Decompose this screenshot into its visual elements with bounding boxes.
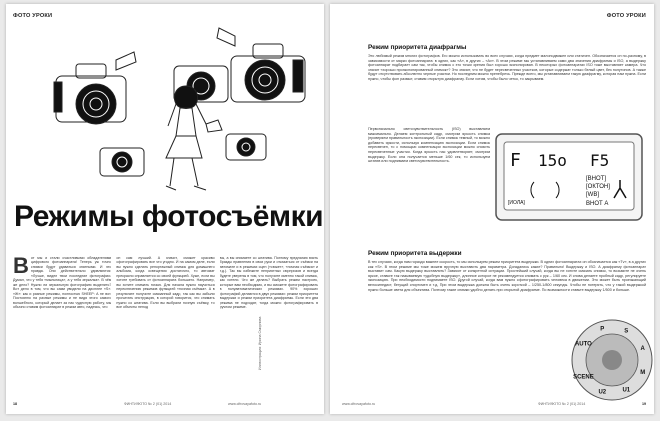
column-text: вы, а вы снимаете со штатива. Поэтому предлагаю взять бразды правления в свои руки и отказаться от съёмки на автомате и в режимах сцен («сюжет», «ночная съёмка» и т.д.). Так вы избежите неприятных сюрпризов и всегда будете уверены в том, что получите именно такой снимок, как хотели. Что же делать? Выбрать режим настроек, которые вам необходимо, и вы сможете фотографировать в полуавтоматических режимах. 90% хороших фотографий делаются в двух режимах: режим приоритета выдержки и режим приоритета диафрагмы. Если эти два режима не подходят, тогда можно фотографировать в ручном режиме.: [219, 256, 318, 309]
article-columns: [13, 256, 318, 399]
heading-aperture-priority: Режим приоритета диафрагмы: [368, 44, 467, 51]
dial-label: U1: [622, 387, 631, 394]
dial-label: P: [600, 326, 605, 333]
camera-illustration: [46, 16, 316, 196]
page-number: 18: [13, 402, 17, 406]
aperture-text: Это любимый режим многих фотографов. Его можно использовать во всех случаях, когда предмет малоподвижен или статичен. Обозначается он по-разному, в зависимости от марки фотоаппарата: в одних, как «A», в других – «Av». В этом режиме мы устанавливаем сами два значения диафрагмы и ISO, а выдержку фотоаппарат подбирает сам так, чтобы снимок с его точки зрения был хорошо экспонирован. В некоторых фотоаппаратах ISO тоже выставляет камера. Что значит «хорошо проэкспонированный снимок»? Это значит, что не будет пересвеченных участков, которые содержат только белый цвет, без полутонов. А также будут отсутствовать абсолютно черные участки. Но последним можно пренебречь. Прежде всего, мы устанавливаем такую диафрагму, которая нам нужна. Если нужно, чтобы фон размыт, ставим открытую диафрагму. Если хотим, чтобы было четко, то закрываем.: [368, 54, 646, 81]
mode-dial-illustration: [568, 316, 654, 404]
section-label: ФОТО УРОКИ: [606, 13, 646, 19]
lcd-bottom-right: ВНОТ А: [586, 201, 609, 207]
footer-url: www.cifrovayafoto.ru: [228, 402, 262, 406]
camera-lcd-illustration: [494, 132, 644, 222]
article-column-2: [116, 256, 214, 399]
left-page: [6, 4, 324, 414]
dial-label: SCENE: [573, 374, 594, 381]
right-page: [330, 4, 654, 414]
dial-label: M: [640, 370, 646, 377]
lcd-aperture-value: F5: [590, 151, 610, 170]
heading-shutter-priority: Режим приоритета выдержки: [368, 250, 462, 257]
shutter-text: В тех случаях, когда нам гораздо важнее скорость, то мы используем режим приоритета выдержки. В одних фотоаппаратах он обозначается как «Tv», в а других как «S». В этом режиме мы тоже можем вручную выставить два параметра. Догадались какие? Правильно! Выдержку и ISO. А диафрагму фотоаппарат выставит сам. Какую выдержку выставлять? Зависит от конкретной ситуации. Простейший случай, когда вы не хотите смазать снимок, то возьмите не очень яркое, ставьте так называемую «удобную выдержку», длинное которое не рекомендуется снимать с рук – 1/60 сек. И снова делаете пробный кадр, регулируете экспозицию. При необходимости поднимаете ISO. Другой случай, когда вам нужно сфотографировать человека в движении. Это может быть проезжающий велосипедист, бегущий спортсмен и т.д. При этом выдержка должна быть очень короткой – 1/250-1/800 секунды. Чтобы не потерять, что у такой выдержкой нужно больше света для объектива. Поэтому такие снимки удобно делать при открытой диафрагме. По возможности ставьте выдержку 1/500 и больше.: [368, 260, 646, 292]
footer-url: www.cifrovayafoto.ru: [342, 402, 376, 406]
dropcap: В: [13, 256, 29, 278]
article-column-3: [220, 256, 318, 399]
aperture-text-2: Первоначально светочувствительность (ISO) выставляем максимально. Делаем контрольный кадр, смотрим яркость снимка (проверяем правильность экспозиции). Если снимок темный, то можно добавить яркости, используя компенсацию экспозиции. Если снимок пересвечен, то с помощью компенсации экспозиции можно снизить пересвеченные участки. Когда яркость нас удовлетворяет, смотрим выдержку. Если она получается меньше 1/60 сек, то используем штатив или поднимаем светочувствительность.: [368, 127, 490, 164]
lcd-shutter-value: 15o: [538, 151, 567, 170]
column-text: он сам лучший. А значит, сможет красиво сфотографировать все что угодно. И на самом деле, если вы нужно сделать репортажный снимок для домашнего альбома, когда освещения достаточно, то автомат прекрасно справляется со своей функцией. Хуже, если вы хотите требовать от фотоаппарата большего. Например, вы хотите снимать ночью. Для начала нужно научиться переключению режимов функцией «ночная съёмка». А в результате получите смазанный кадр, так как вы забыли прочитать инструкцию, в которой говорится, что снимать нужно со штатива. Если вы выбрали ночную съёмку, то все объекты непод: [116, 256, 215, 309]
column-text: от мы и стали счастливыми обладателями цифрового фотоаппарата! Теперь уж точно снимки будут удаваться знатными. И это правда. Они действительно удивляются: «Лучше, видел твои последние фотографии. Думал, что у тебя «мыльница», а у тебя зеркалка». В чём же дело? Нужно ли зеркальную фотографию выделить? Вот дело в том, что вы сами увидели на дисплее «S». «Ж»: как и разные режимы, полностью SHEEP: А не вот. Постоянно на разные режимы и не видя этого самого волшебного, который делает за нас чудесную работу, мы обычно ставим фотоаппарат в режим авто, надеясь, что: [13, 256, 112, 309]
section-label: ФОТО УРОКИ: [13, 13, 53, 19]
dial-label: AUTO: [574, 341, 592, 348]
lcd-label-3: [WB]: [586, 192, 599, 198]
page-number: 19: [642, 402, 646, 406]
dial-label: A: [640, 345, 645, 352]
footer-magazine: ФИНТИФОТО № 2 (01) 2014: [124, 402, 172, 406]
article-column-1: [13, 256, 111, 399]
lcd-label-1: [ВНОТ]: [586, 176, 607, 182]
lcd-bottom-left: [ИОЛА]: [508, 200, 525, 206]
dial-label: S: [624, 328, 629, 335]
dial-label: U2: [598, 389, 607, 396]
illustration-credit: Иллюстрация: Ирина Смирнова: [258, 316, 262, 370]
footer-magazine: ФИНТИФОТО № 2 (01) 2014: [538, 402, 586, 406]
lcd-f-symbol: F: [510, 150, 521, 171]
page-title: Режимы фотосъёмки: [14, 200, 324, 233]
lcd-label-2: [ОКТОН]: [586, 184, 610, 190]
